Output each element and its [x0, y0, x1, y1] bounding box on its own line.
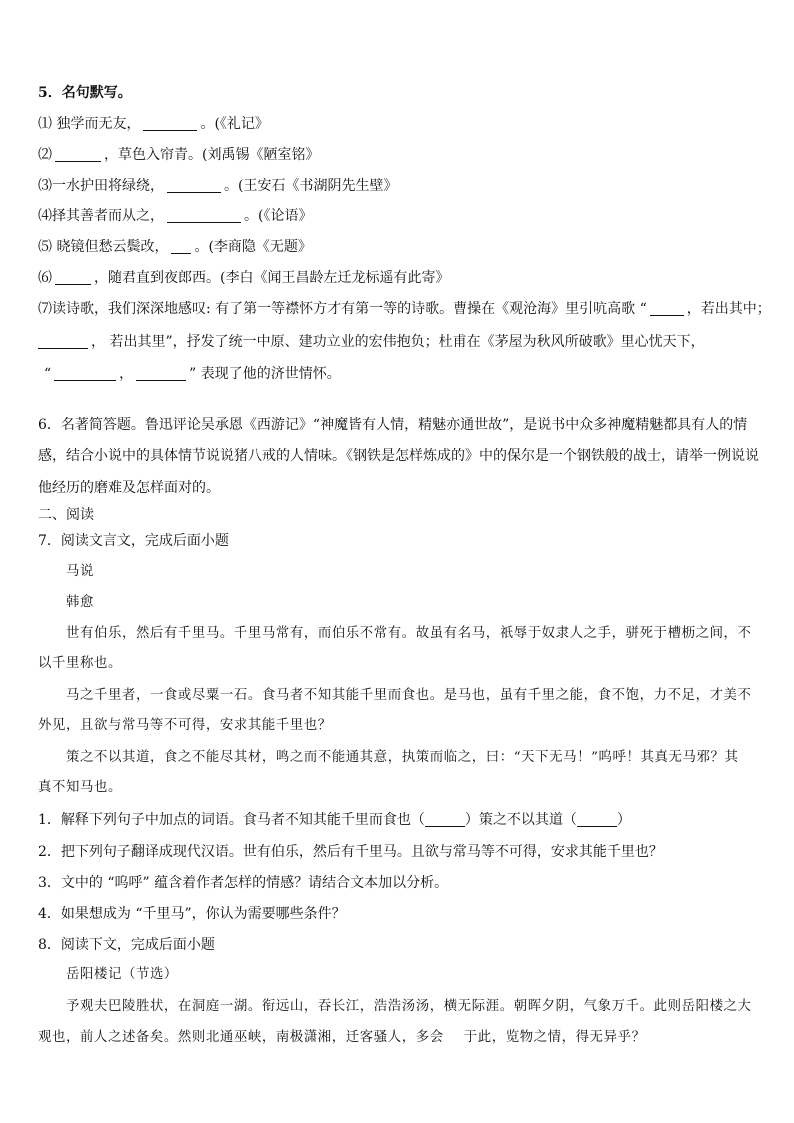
answer-blank[interactable] [577, 812, 617, 827]
answer-blank[interactable] [143, 116, 197, 131]
answer-blank[interactable] [425, 812, 465, 827]
q7-para-3-cont: 真不知马也。 [38, 780, 122, 795]
q7-para-3: 策之不以其道，食之不能尽其材，鸣之而不能通其意，执策而临之，曰：“天下无马！”呜呼！其真无马邪？其 [66, 750, 739, 765]
answer-blank[interactable] [136, 366, 186, 381]
q7-sub-4: 4．如果想成为 “千里马”，你认为需要哪些条件？ [38, 906, 346, 922]
q5-item-2: ⑵ ，草色入帘青。(刘禹锡《陋室铭》 [38, 147, 320, 163]
item-number: ⑷ [38, 208, 52, 224]
q8-text-title: 岳阳楼记（节选） [66, 967, 178, 982]
q5-title: 5．名句默写。 [38, 85, 132, 101]
section-heading: 二、阅读 [38, 507, 94, 523]
answer-blank[interactable] [650, 301, 684, 316]
item-number: ⑴ [38, 116, 52, 132]
q7-author: 韩愈 [66, 595, 94, 610]
q8-title: 8．阅读下文，完成后面小题 [38, 937, 215, 953]
q5-item-7-line-3: “ ， ” 表现了他的济世情怀。 [44, 366, 341, 382]
q7-para-2-cont: 外见，且欲与常马等不可得，安求其能千里也？ [38, 718, 332, 733]
answer-blank[interactable] [167, 208, 241, 223]
q7-sub-1: 1．解释下列句子中加点的词语。食马者不知其能千里而食也（ ）策之不以其道（ ） [38, 812, 631, 828]
q7-sub-3: 3．文中的 “呜呼” 蕴含着作者怎样的情感？请结合文本加以分析。 [38, 875, 449, 891]
q8-para-1-cont: 观也，前人之述备矣。然则北通巫峡，南极潇湘，迁客骚人，多会 于此，览物之情，得无异乎？ [38, 1030, 646, 1045]
q5-item-6: ⑹ ，随君直到夜郎西。(李白《闻王昌龄左迁龙标遥有此寄》 [38, 270, 450, 286]
q6-line-2: 感，结合小说中的具体情节说说猪八戒的人情味。《钢铁是怎样炼成的》中的保尔是一个钢铁般的战士，请举一例说说 [38, 448, 759, 464]
q5-item-7-line-2: ， 若出其里”，抒发了统一中原、建功立业的宏伟抱负；杜甫在《茅屋为秋风所破歌》里心忧天下， [38, 333, 760, 351]
answer-blank[interactable] [54, 366, 116, 381]
q6-line-1: 6．名著简答题。鲁迅评论吴承恩《西游记》“神魔皆有人情，精魅亦通世故”，是说书中众多神魔精魅都具有人的情 [38, 417, 748, 433]
item-number: ⑵ [38, 147, 52, 163]
q5-item-1: ⑴ 独学而无友， 。(《礼记》 [38, 116, 269, 132]
q5-item-4: ⑷择其善者而从之， 。(《论语》 [38, 208, 313, 224]
q7-para-1: 世有伯乐，然后有千里马。千里马常有，而伯乐不常有。故虽有名马，祇辱于奴隶人之手，骈死于槽枥之间，不 [66, 626, 752, 641]
q7-text-title: 马说 [66, 564, 94, 579]
item-number: ⑺ [38, 301, 52, 317]
q5-item-3: ⑶一水护田将绿绕， 。(王安石《书湖阴先生壁》 [38, 178, 398, 194]
answer-blank[interactable] [55, 270, 91, 285]
answer-blank[interactable] [38, 334, 88, 349]
q5-item-7-line-1: ⑺读诗歌，我们深深地感叹: 有了第一等襟怀方才有第一等的诗歌。曹操在《观沧海》里引吭高歌 “ ，若出其中； [38, 301, 771, 317]
answer-blank[interactable] [171, 239, 191, 254]
q7-title: 7．阅读文言文，完成后面小题 [38, 533, 229, 549]
answer-blank[interactable] [167, 178, 221, 193]
answer-blank[interactable] [55, 147, 101, 162]
item-number: ⑹ [38, 270, 52, 286]
q7-sub-2: 2．把下列句子翻译成现代汉语。世有伯乐，然后有千里马。且欲与常马等不可得，安求其能千里也？ [38, 844, 663, 860]
q7-para-1-cont: 以千里称也。 [38, 656, 122, 671]
q8-para-1: 予观夫巴陵胜状，在洞庭一湖。衔远山，吞长江，浩浩汤汤，横无际涯。朝晖夕阴，气象万千。此则岳阳楼之大 [66, 999, 752, 1014]
item-number: ⑸ [38, 239, 52, 255]
item-number: ⑶ [38, 178, 52, 194]
q7-para-2: 马之千里者，一食或尽粟一石。食马者不知其能千里而食也。是马也，虽有千里之能，食不饱，力不足，才美不 [66, 688, 752, 703]
q6-line-3: 他经历的磨难及怎样面对的。 [38, 480, 220, 496]
q5-item-5: ⑸ 晓镜但愁云鬓改， 。(李商隐《无题》 [38, 239, 312, 255]
